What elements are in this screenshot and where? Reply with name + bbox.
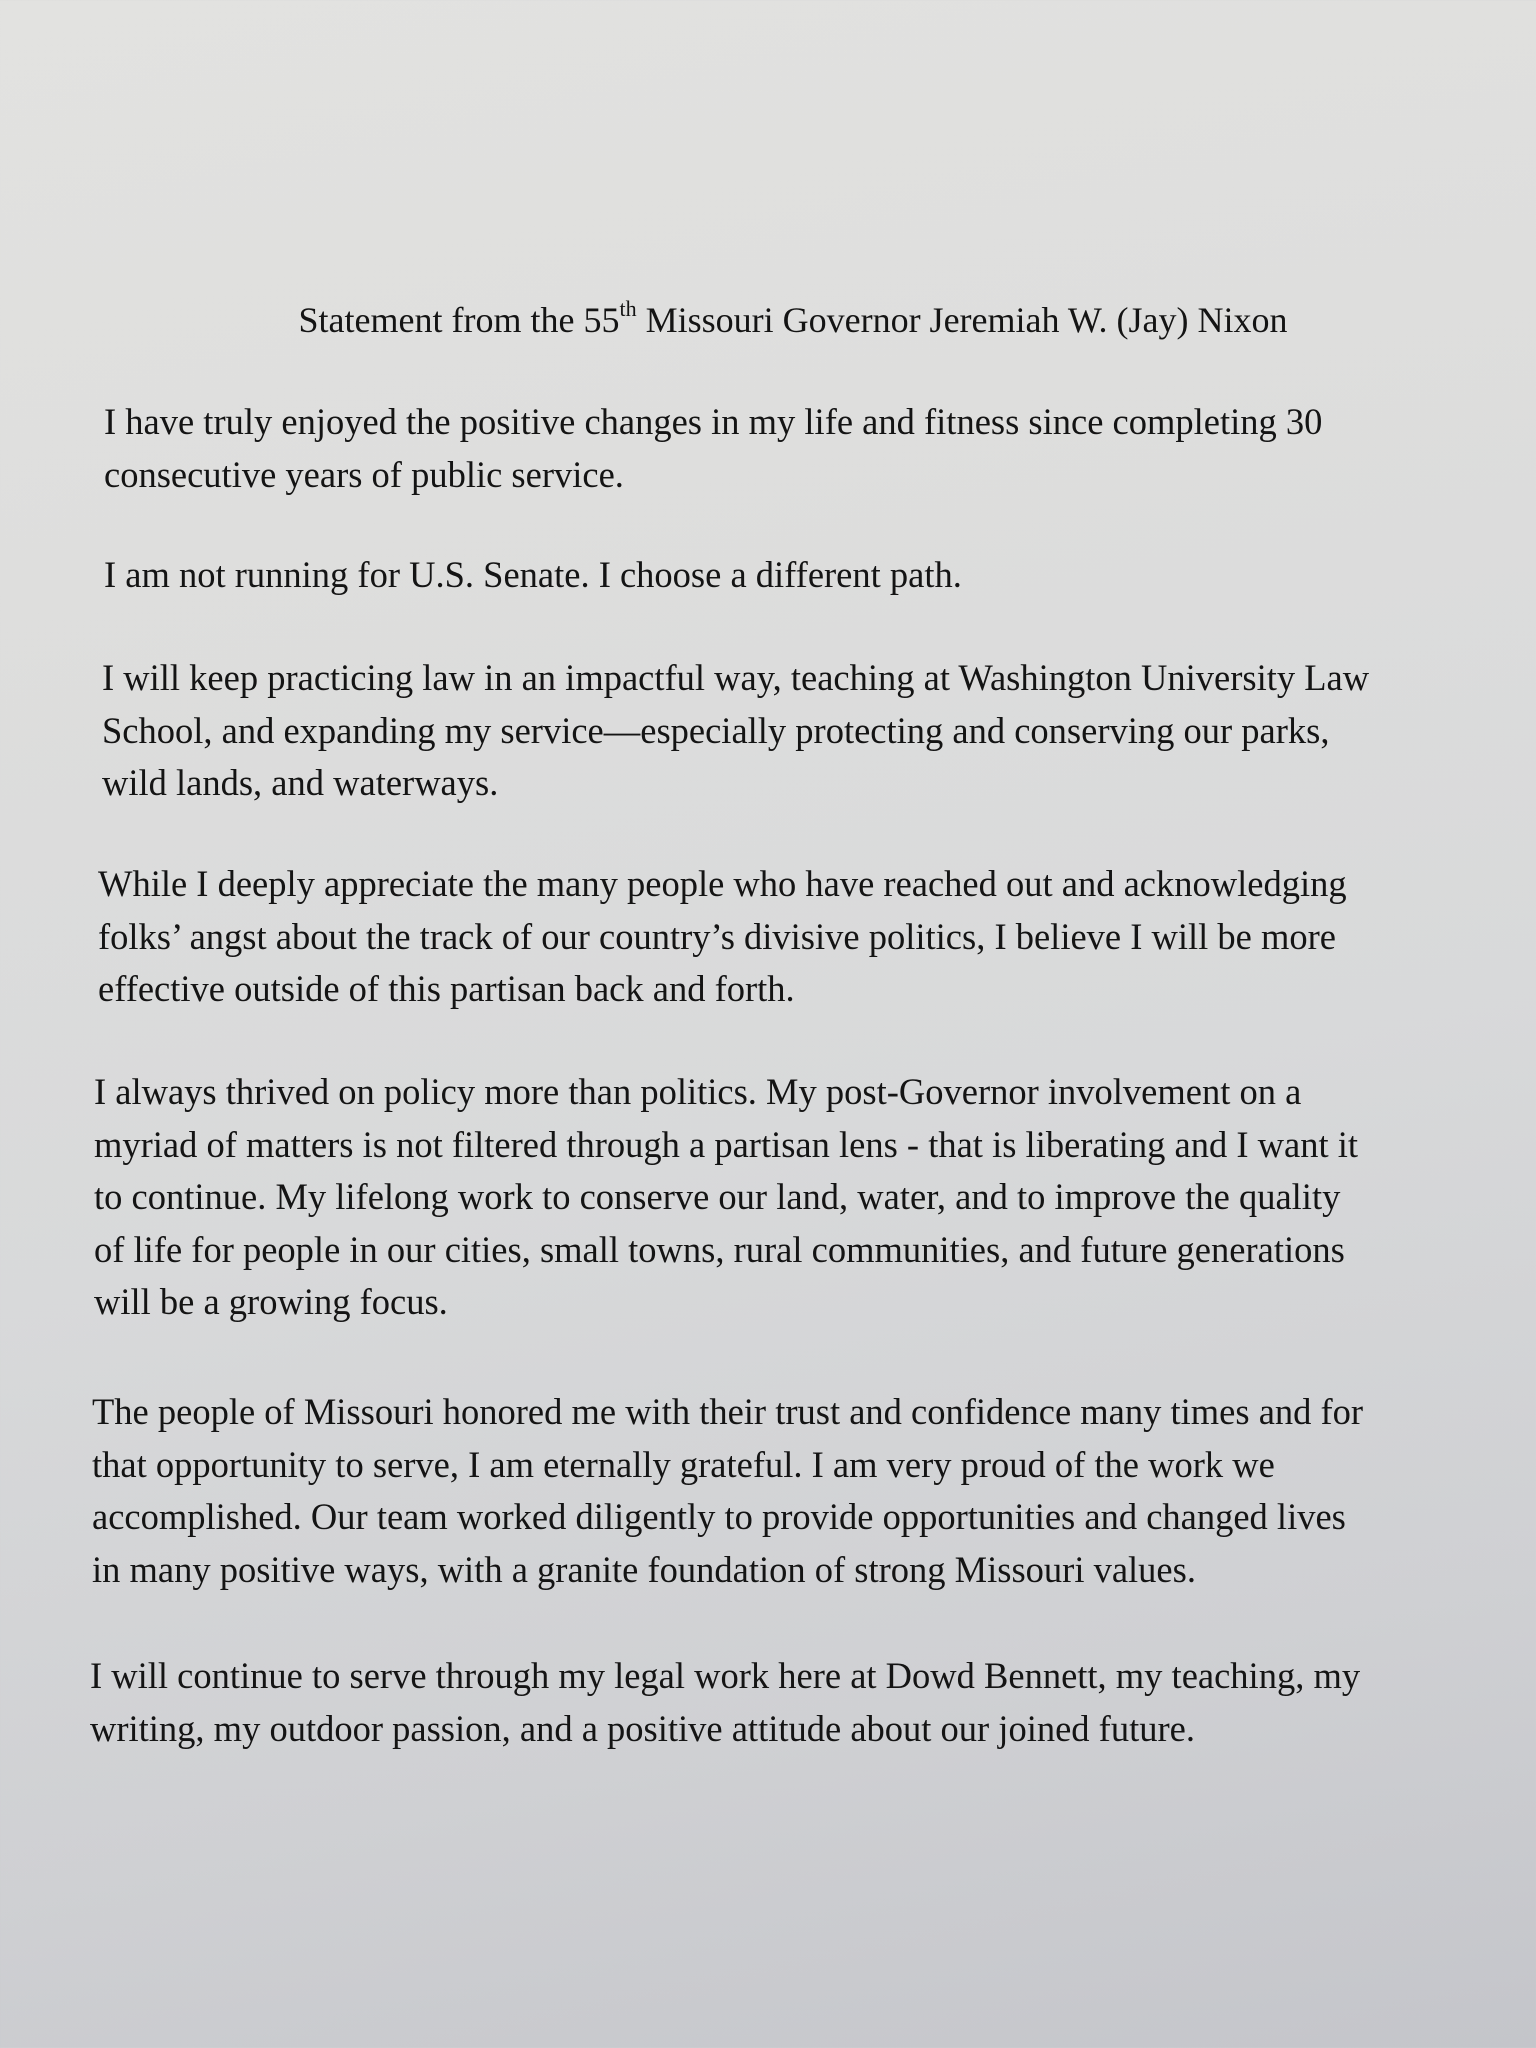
paragraph-appreciation: While I deeply appreciate the many people who have reached out and acknowledging folks’ angst about the track of our country’s divisive politics, I believe I will be more effective outside of this partisan back and forth.: [98, 863, 1347, 1009]
title-superscript: th: [619, 296, 637, 321]
title-prefix: Statement from the 55: [298, 300, 620, 340]
paragraph-public-service: I have truly enjoyed the positive changes in my life and fitness since completing 30 consecutive years of public service.: [104, 401, 1323, 495]
paragraph-policy: I always thrived on policy more than politics. My post-Governor involvement on a myriad of matters is not filtered through a partisan lens - that is liberating and I want it to continue. My lifelong work to conserve our land, water, and to improve the quality of life for people in our cities, small towns, rural communities, and future generations will be a growing focus.: [94, 1071, 1358, 1322]
statement-title: [0, 292, 1536, 348]
title-suffix: Missouri Governor Jeremiah W. (Jay) Nixon: [636, 300, 1288, 340]
paragraph-continue-to-serve: I will continue to serve through my legal work here at Dowd Bennett, my teaching, my writing, my outdoor passion, and a positive attitude about our joined future.: [90, 1655, 1361, 1749]
paragraph-people-of-missouri: The people of Missouri honored me with their trust and confidence many times and for that opportunity to serve, I am eternally grateful. I am very proud of the work we accomplished. Our team worked diligently to provide opportunities and changed lives in many positive ways, with a granite foundation of strong Missouri values.: [92, 1391, 1364, 1590]
paragraph-practicing-law: I will keep practicing law in an impactful way, teaching at Washington University Law School, and expanding my service—especially protecting and conserving our parks, wild lands, and waterways.: [102, 657, 1370, 803]
paragraph-not-running: I am not running for U.S. Senate. I choose a different path.: [104, 554, 962, 595]
